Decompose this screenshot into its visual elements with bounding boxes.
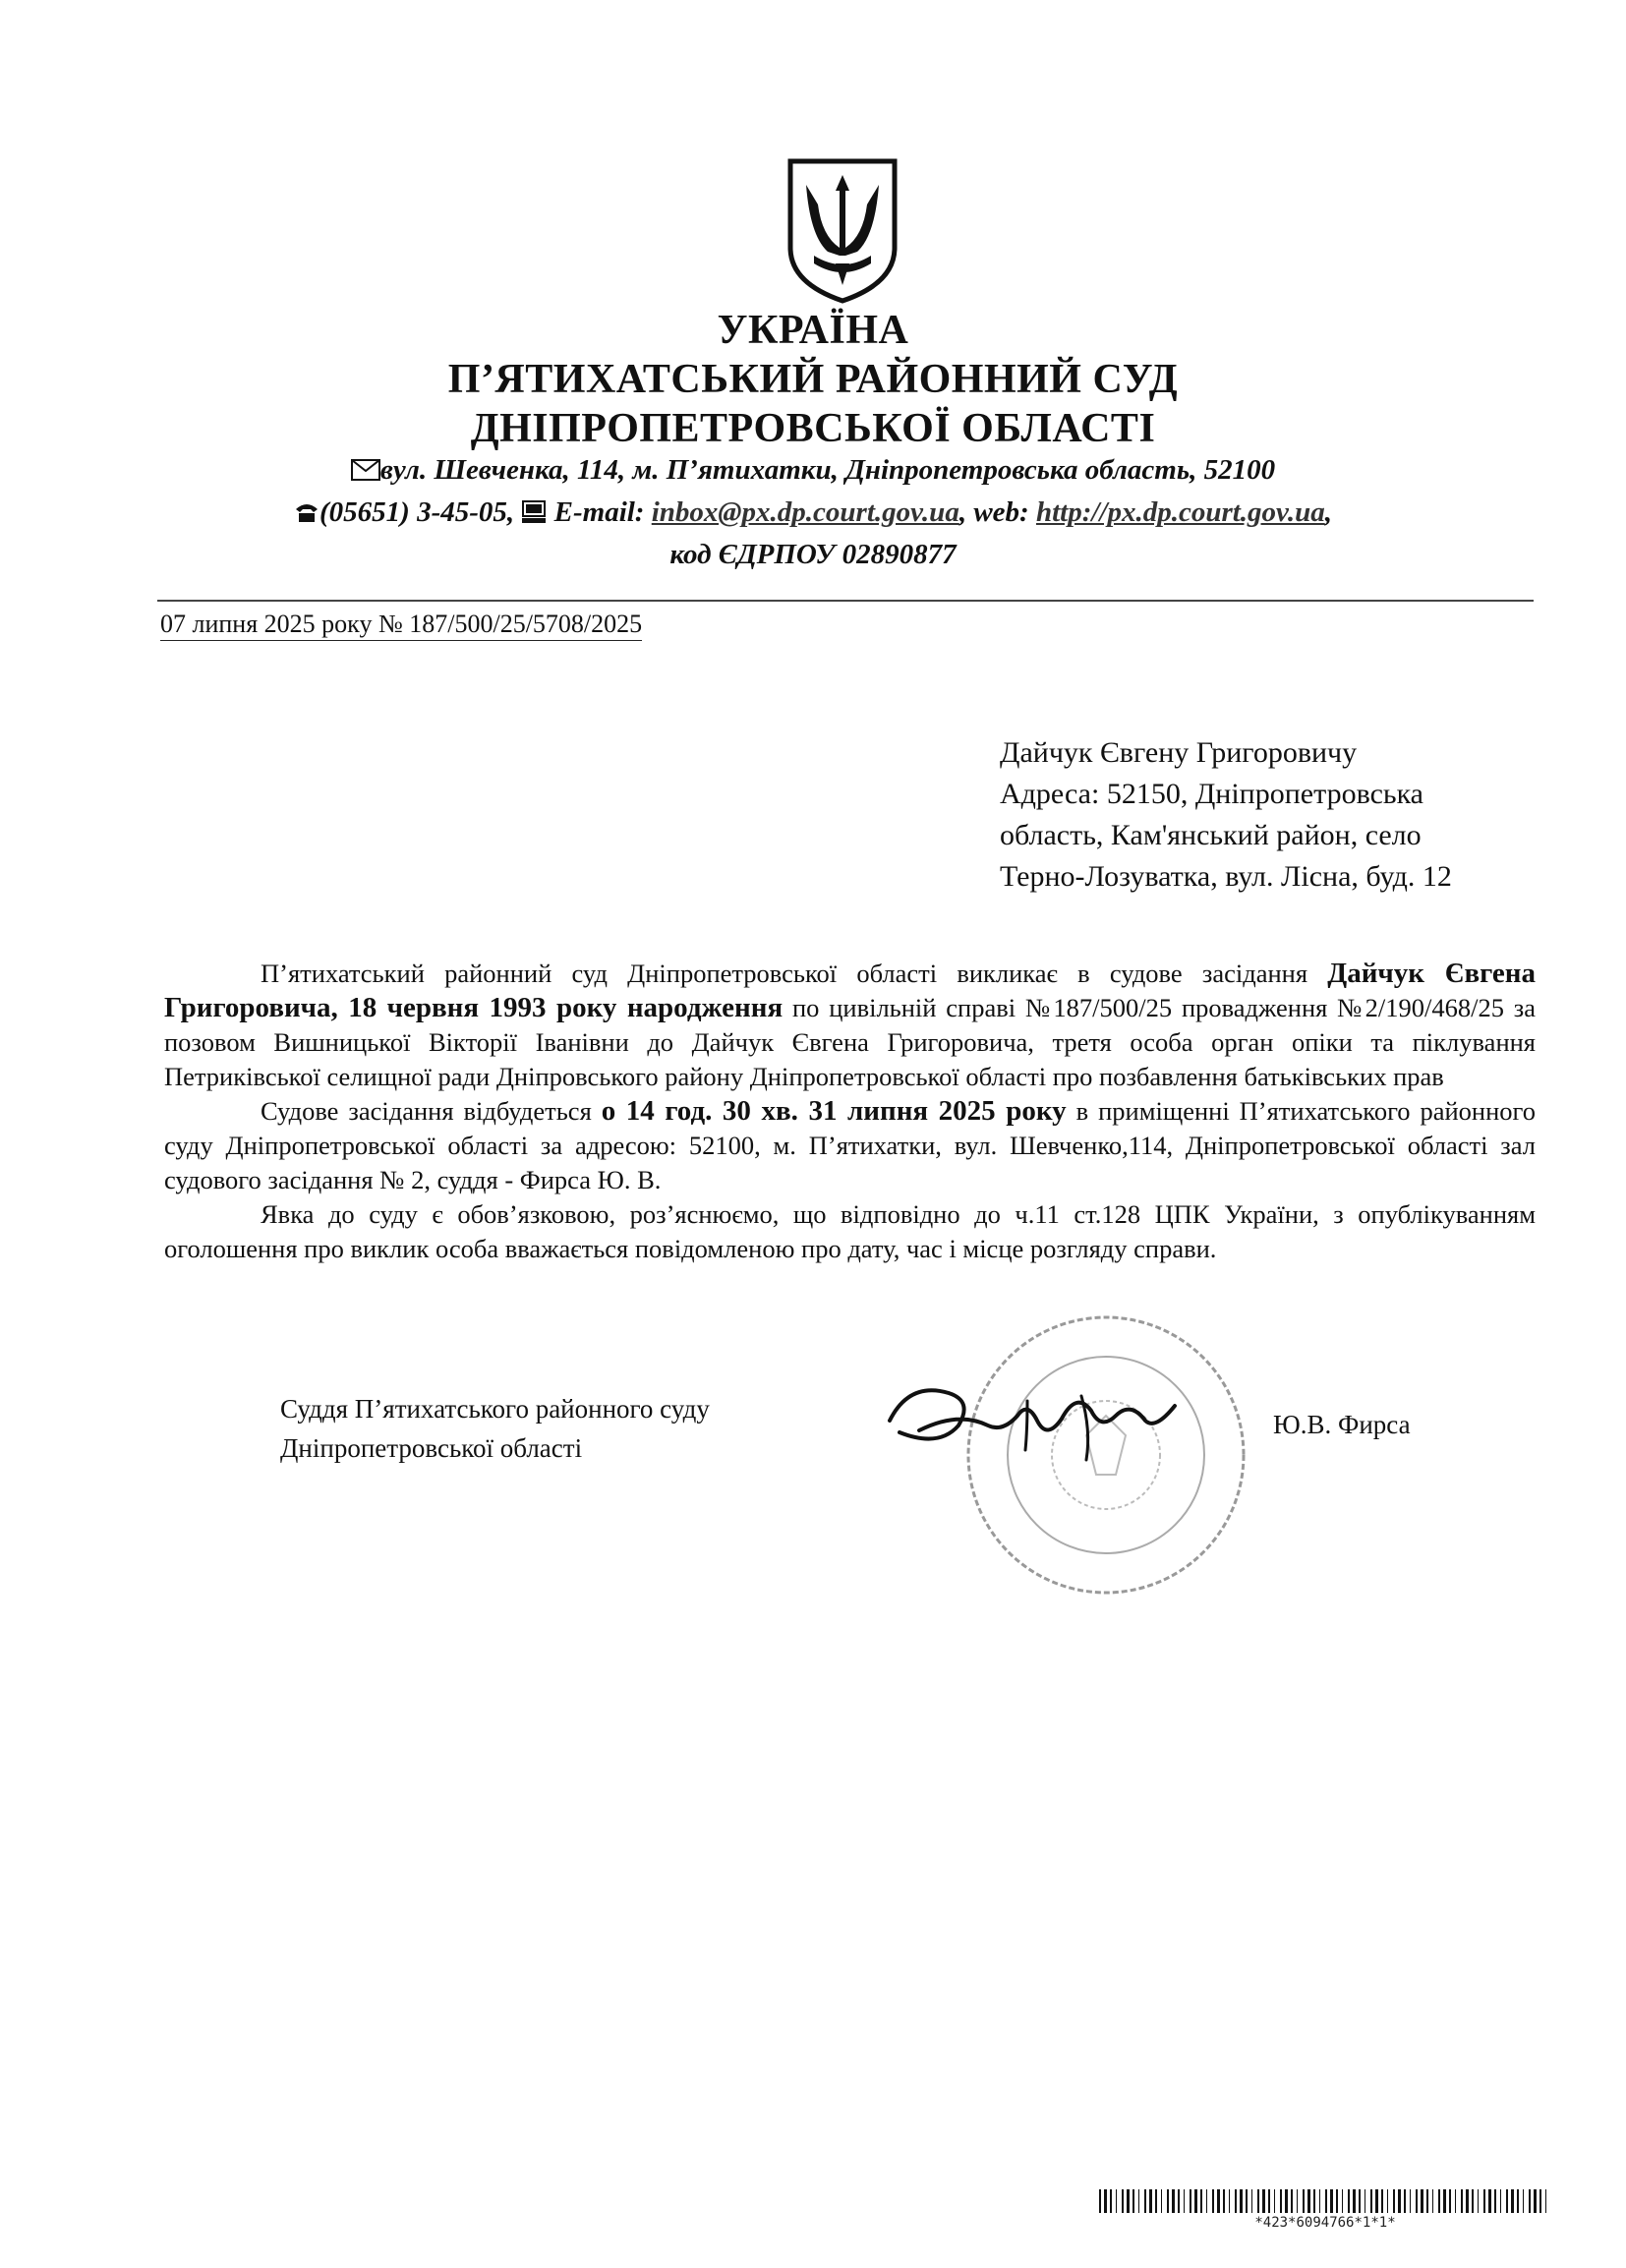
reference-line: [160, 610, 642, 641]
recipient-address-line: область, Кам'янський район, село: [1000, 819, 1422, 851]
body-text: Судове засідання відбудеться: [261, 1096, 602, 1126]
trident-coat-of-arms-icon: [784, 157, 900, 305]
header-edrpou: код ЄДРПОУ 02890877: [669, 539, 957, 570]
body-text: П’ятихатський районний суд Дніпропетровської області викликає в судове засідання: [261, 959, 1328, 988]
barcode-text: *423*6094766*1*1*: [1254, 2215, 1396, 2231]
header-address: вул. Шевченка, 114, м. П’ятихатки, Дніпропетровська область, 52100: [379, 454, 1276, 486]
signature-title: Суддя П’ятихатського районного суду: [280, 1394, 710, 1424]
judge-name: Ю.В. Фирса: [1273, 1410, 1411, 1439]
header-court-name: П’ЯТИХАТСЬКИЙ РАЙОННИЙ СУД: [447, 357, 1179, 402]
recipient-name: Дайчук Євгену Григоровичу: [1000, 736, 1358, 769]
body-text: по цивільній справі №187/500/25 провадження №2/190/468/25 за позовом Вишницької Вікторії Іванівни до Дайчук Євгена Григоровича, третя особа орган опіки та піклування Петриківської селищної ради Дніпровського району Дніпропетровської області про позбавлення батьківських прав: [164, 993, 1536, 1091]
envelope-icon: [351, 459, 380, 481]
telephone-icon: [294, 501, 319, 523]
header-web-label: , web:: [958, 496, 1029, 528]
body-text: в приміщенні П’ятихатського районного суду Дніпропетровської області за адресою: 52100, м. П’ятихатки, вул. Шевченко,114, Дніпропетровської області зал судового засідання № 2, суддя - Фирса Ю. В.: [164, 1096, 1536, 1194]
header-address-line: [0, 454, 1626, 487]
header-email-link[interactable]: inbox@px.dp.court.gov.ua: [651, 496, 959, 528]
reference-number: 187/500/25/5708/2025: [409, 610, 643, 638]
header-web-suffix: ,: [1324, 496, 1332, 528]
letter-body: [164, 957, 1536, 1266]
header-phone: (05651) 3-45-05,: [319, 496, 515, 528]
body-paragraph-hearing: [164, 1094, 1536, 1197]
recipient-block: [1000, 732, 1550, 898]
recipient-address-line: Терно-Лозуватка, вул. Лісна, буд. 12: [1000, 860, 1452, 893]
body-paragraph-attendance: Явка до суду є обов’язковою, роз’яснюємо, що відповідно до ч.11 ст.128 ЦПК України, з опублікуванням оголошення про виклик особа вважається повідомленою про дату, час і місце розгляду справи.: [164, 1199, 1536, 1263]
header-web-link[interactable]: http://px.dp.court.gov.ua: [1035, 496, 1325, 528]
barcode-graphic: [1099, 2189, 1551, 2213]
signature-region: Дніпропетровської області: [280, 1433, 583, 1463]
reference-number-sign: №: [377, 610, 403, 638]
hearing-datetime: о 14 год. 30 хв. 31 липня 2025 року: [601, 1095, 1067, 1127]
body-paragraph-summons: [164, 957, 1536, 1094]
header-region: ДНІПРОПЕТРОВСЬКОЇ ОБЛАСТІ: [470, 406, 1156, 451]
header-divider: [157, 600, 1534, 602]
recipient-address-line: Адреса: 52150, Дніпропетровська: [1000, 778, 1424, 810]
reference-date: 07 липня 2025 року: [160, 610, 373, 638]
handwritten-signature: [880, 1371, 1185, 1470]
computer-icon: [521, 500, 547, 524]
defendant-name: Дайчук Євгена Григоровича, 18 червня 1993 року народження: [164, 958, 1537, 1023]
signature-label: [280, 1389, 710, 1468]
header-email-label: E-mail:: [553, 496, 645, 528]
header-country: УКРАЇНА: [717, 308, 909, 353]
header-contacts-line: [0, 496, 1626, 529]
